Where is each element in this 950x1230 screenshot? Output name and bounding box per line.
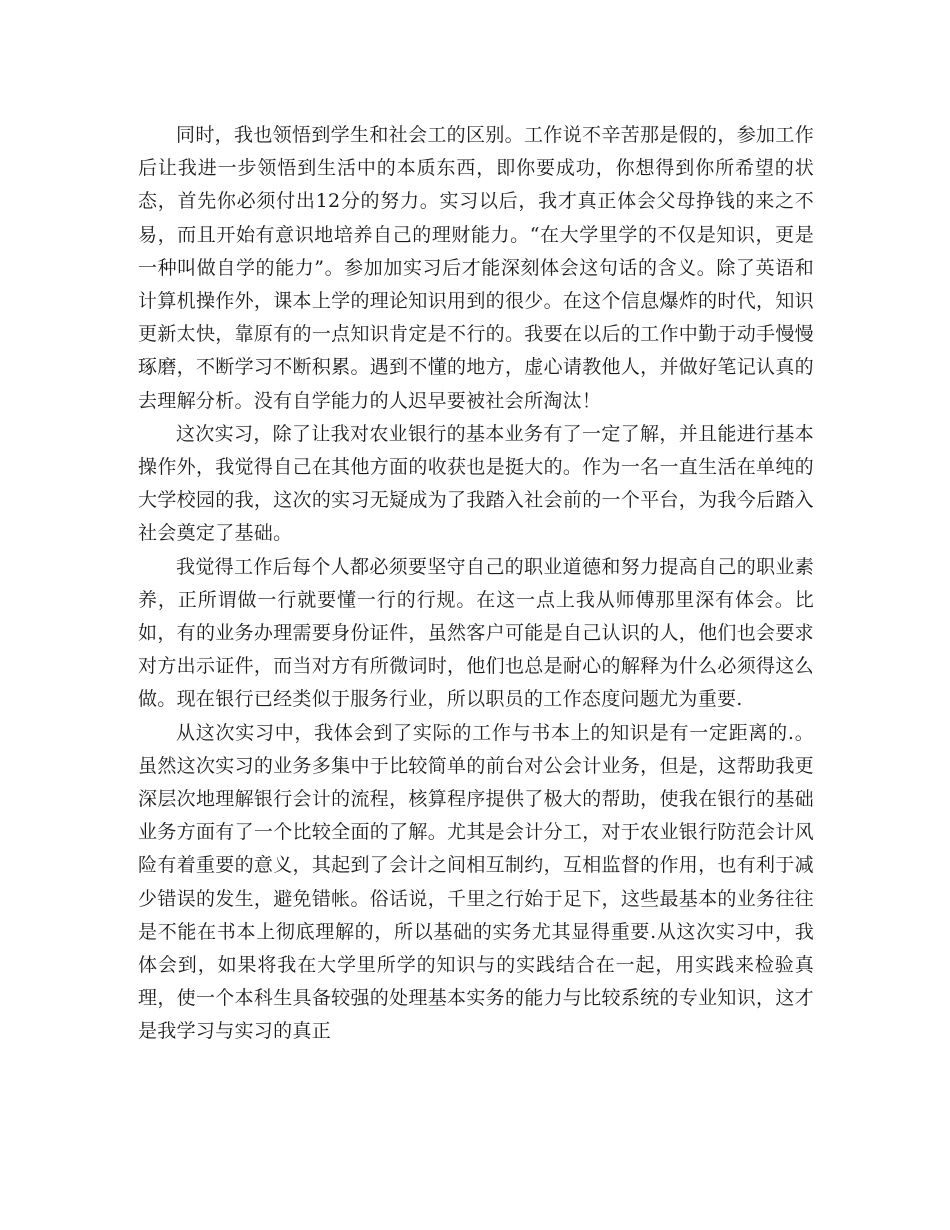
paragraph-2: 这次实习，除了让我对农业银行的基本业务有了一定了解，并且能进行基本操作外，我觉得自己在其他方面的收获也是挺大的。作为一名一直生活在单纯的大学校园的我，这次的实习无疑成为了我踏入社会前的一个平台，为我今后踏入社会奠定了基础。 [138,422,814,545]
paragraph-4: 从这次实习中，我体会到了实际的工作与书本上的知识是有一定距离的.。虽然这次实习的业务多集中于比较简单的前台对公会计业务，但是，这帮助我更深层次地理解银行会计的流程，核算程序提供了极大的帮助，使我在银行的基础业务方面有了一个比较全面的了解。尤其是会计分工，对于农业银行防范会计风险有着重要的意义，其起到了会计之间相互制约，互相监督的作用，也有利于减少错误的发生，避免错帐。俗话说，千里之行始于足下，这些最基本的业务往往是不能在书本上彻底理解的，所以基础的实务尤其显得重要.从这次实习中，我体会到，如果将我在大学里所学的知识与的实践结合在一起，用实践来检验真理，使一个本科生具备较强的处理基本实务的能力与比较系统的专业知识，这才是我学习与实习的真正 [138,721,814,1043]
document-body [138,119,814,1049]
paragraph-1: 同时，我也领悟到学生和社会工的区别。工作说不辛苦那是假的，参加工作后让我进一步领悟到生活中的本质东西，即你要成功，你想得到你所希望的状态，首先你必须付出12分的努力。实习以后，我才真正体会父母挣钱的来之不易，而且开始有意识地培养自己的理财能力。“在大学里学的不仅是知识，更是一种叫做自学的能力”。参加加实习后才能深刻体会这句话的含义。除了英语和计算机操作外，课本上学的理论知识用到的很少。在这个信息爆炸的时代，知识更新太快，靠原有的一点知识肯定是不行的。我要在以后的工作中勤于动手慢慢琢磨，不断学习不断积累。遇到不懂的地方，虚心请教他人，并做好笔记认真的去理解分析。没有自学能力的人迟早要被社会所淘汰！ [138,124,814,412]
paragraph-3: 我觉得工作后每个人都必须要坚守自己的职业道德和努力提高自己的职业素养，正所谓做一行就要懂一行的行规。在这一点上我从师傅那里深有体会。比如，有的业务办理需要身份证件，虽然客户可能是自己认识的人，他们也会要求对方出示证件，而当对方有所微词时，他们也总是耐心的解释为什么必须得这么做。现在银行已经类似于服务行业，所以职员的工作态度问题尤为重要. [138,555,814,711]
